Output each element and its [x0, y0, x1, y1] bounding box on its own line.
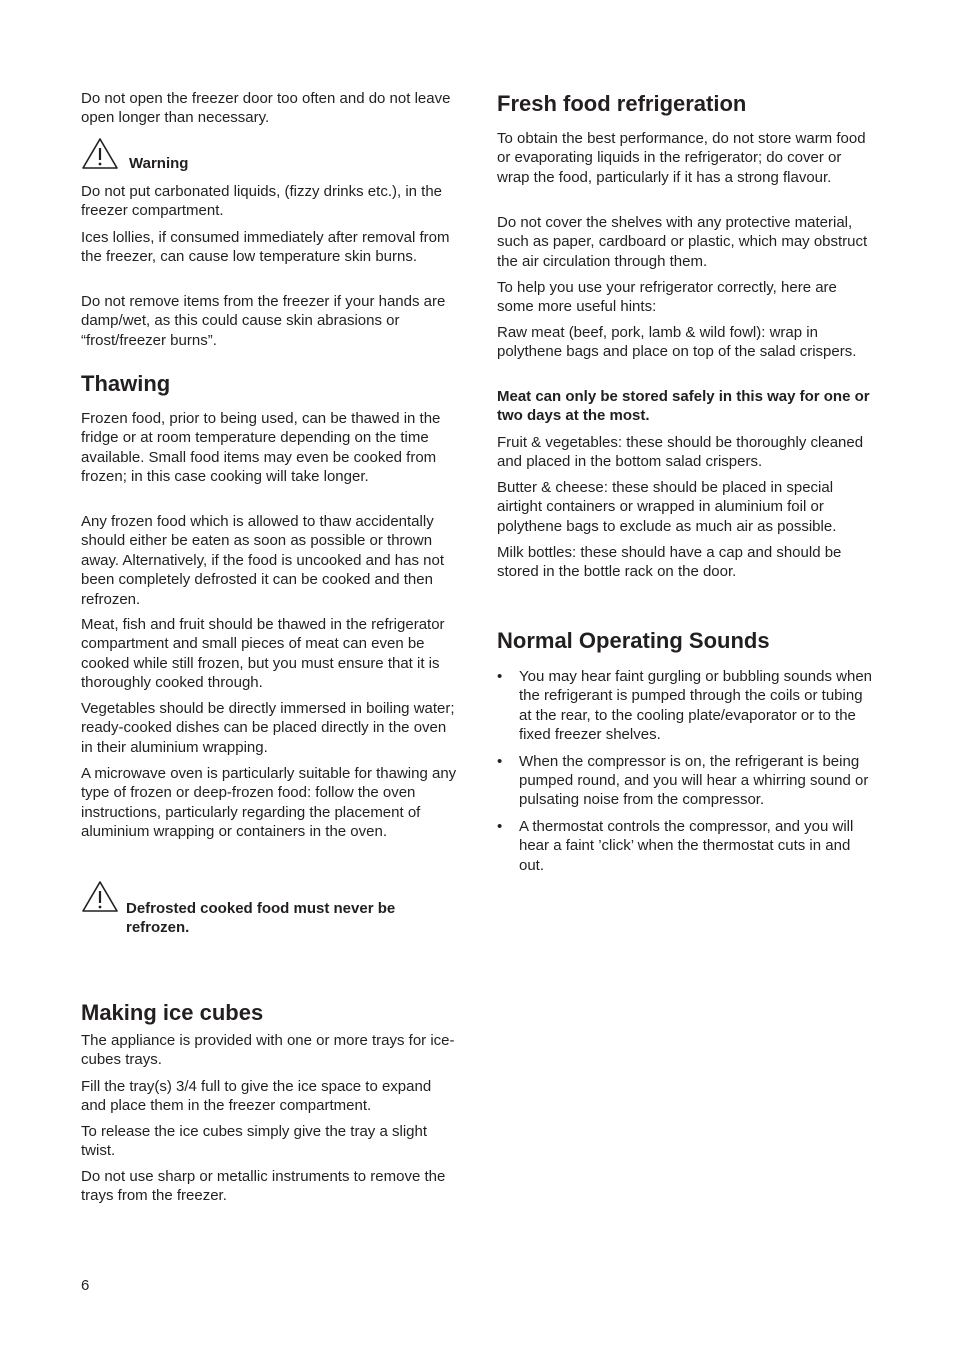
warning-paragraph: Ices lollies, if consumed immediately after removal from the freezer, can cause low temperature skin burns. [81, 229, 450, 266]
fresh-paragraph: To help you use your refrigerator correctly, here are some more useful hints: [497, 279, 837, 316]
warning-triangle-icon [81, 137, 119, 171]
ice-paragraph: To release the ice cubes simply give the tray a slight twist. [81, 1123, 428, 1160]
sounds-heading: Normal Operating Sounds [497, 628, 770, 653]
list-item: • You may hear faint gurgling or bubbling sounds when the refrigerant is pumped through the coils or tubing at the rear, to the cooling plate/evaporator or to the fixed freezer shelves. [497, 668, 873, 744]
ice-paragraph: Do not use sharp or metallic instruments to remove the trays from the freezer. [81, 1168, 446, 1205]
thawing-heading: Thawing [81, 371, 171, 396]
thawing-paragraph: Vegetables should be directly immersed in boiling water; ready-cooked dishes can be placed directly in the oven in their aluminium wrapping. [81, 700, 455, 756]
warning-triangle-icon [81, 880, 119, 914]
thawing-paragraph: Meat, fish and fruit should be thawed in the refrigerator compartment and small pieces of meat can even be cooked while still frozen, but you must ensure that it is thoroughly cooked through. [81, 616, 445, 692]
fresh-paragraph: To obtain the best performance, do not store warm food or evaporating liquids in the refrigerator; do cover or wrap the food, particularly if it has a strong flavour. [497, 130, 866, 186]
thawing-paragraph: A microwave oven is particularly suitable for thawing any type of frozen or deep-frozen food: follow the oven instructions, particularly regarding the placement of aluminium wrapping or containers in the oven. [81, 765, 457, 841]
warning-paragraph: Do not put carbonated liquids, (fizzy drinks etc.), in the freezer compartment. [81, 183, 443, 220]
list-item: • A thermostat controls the compressor, and you will hear a faint ’click’ when the thermostat cuts in and out. [497, 817, 854, 874]
meat-storage-note: Meat can only be stored safely in this way for one or two days at the most. [497, 388, 870, 425]
sounds-list [497, 667, 875, 882]
fresh-paragraph: Do not cover the shelves with any protective material, such as paper, cardboard or plastic, which may obstruct the air circulation through them. [497, 214, 868, 270]
bullet-marker: • [497, 752, 503, 770]
fresh-food-heading: Fresh food refrigeration [497, 91, 747, 116]
ice-paragraph: Fill the tray(s) 3/4 full to give the ice space to expand and place them in the freezer compartment. [81, 1078, 432, 1115]
list-item: • When the compressor is on, the refrigerant is being pumped round, and you will hear a whirring sound or pulsating noise from the compressor. [497, 752, 869, 809]
intro-text: Do not open the freezer door too often and do not leave open longer than necessary. [81, 90, 451, 127]
fresh-paragraph: Fruit & vegetables: these should be thoroughly cleaned and placed in the bottom salad crispers. [497, 434, 864, 471]
refreeze-warning-text: Defrosted cooked food must never be refrozen. [126, 900, 396, 937]
thawing-paragraph: Any frozen food which is allowed to thaw accidentally should either be eaten as soon as possible or thrown away. Alternatively, if the food is uncooked and has not been completely defrosted it can be cooked and then refrozen. [81, 513, 445, 608]
ice-paragraph: The appliance is provided with one or more trays for ice-cubes trays. [81, 1032, 455, 1069]
bullet-marker: • [497, 668, 503, 685]
warning-callout [81, 137, 459, 175]
page-number: 6 [81, 1277, 90, 1294]
refreeze-warning-callout [81, 880, 459, 940]
thawing-paragraph: Frozen food, prior to being used, can be thawed in the fridge or at room temperature depending on the time available. Small food items may even be cooked from frozen; in this case cooking will take longer. [81, 410, 441, 486]
warning-label: Warning [129, 155, 189, 172]
fresh-paragraph: Milk bottles: these should have a cap and should be stored in the bottle rack on the door. [497, 544, 842, 581]
fresh-paragraph: Raw meat (beef, pork, lamb & wild fowl): wrap in polythene bags and place on top of the salad crispers. [497, 324, 857, 361]
ice-cubes-heading: Making ice cubes [81, 1000, 264, 1025]
warning-paragraph: Do not remove items from the freezer if your hands are damp/wet, as this could cause skin abrasions or “frost/freezer burns”. [81, 293, 446, 349]
fresh-paragraph: Butter & cheese: these should be placed in special airtight containers or wrapped in aluminium foil or polythene bags to exclude as much air as possible. [497, 479, 837, 535]
bullet-marker: • [497, 817, 503, 835]
